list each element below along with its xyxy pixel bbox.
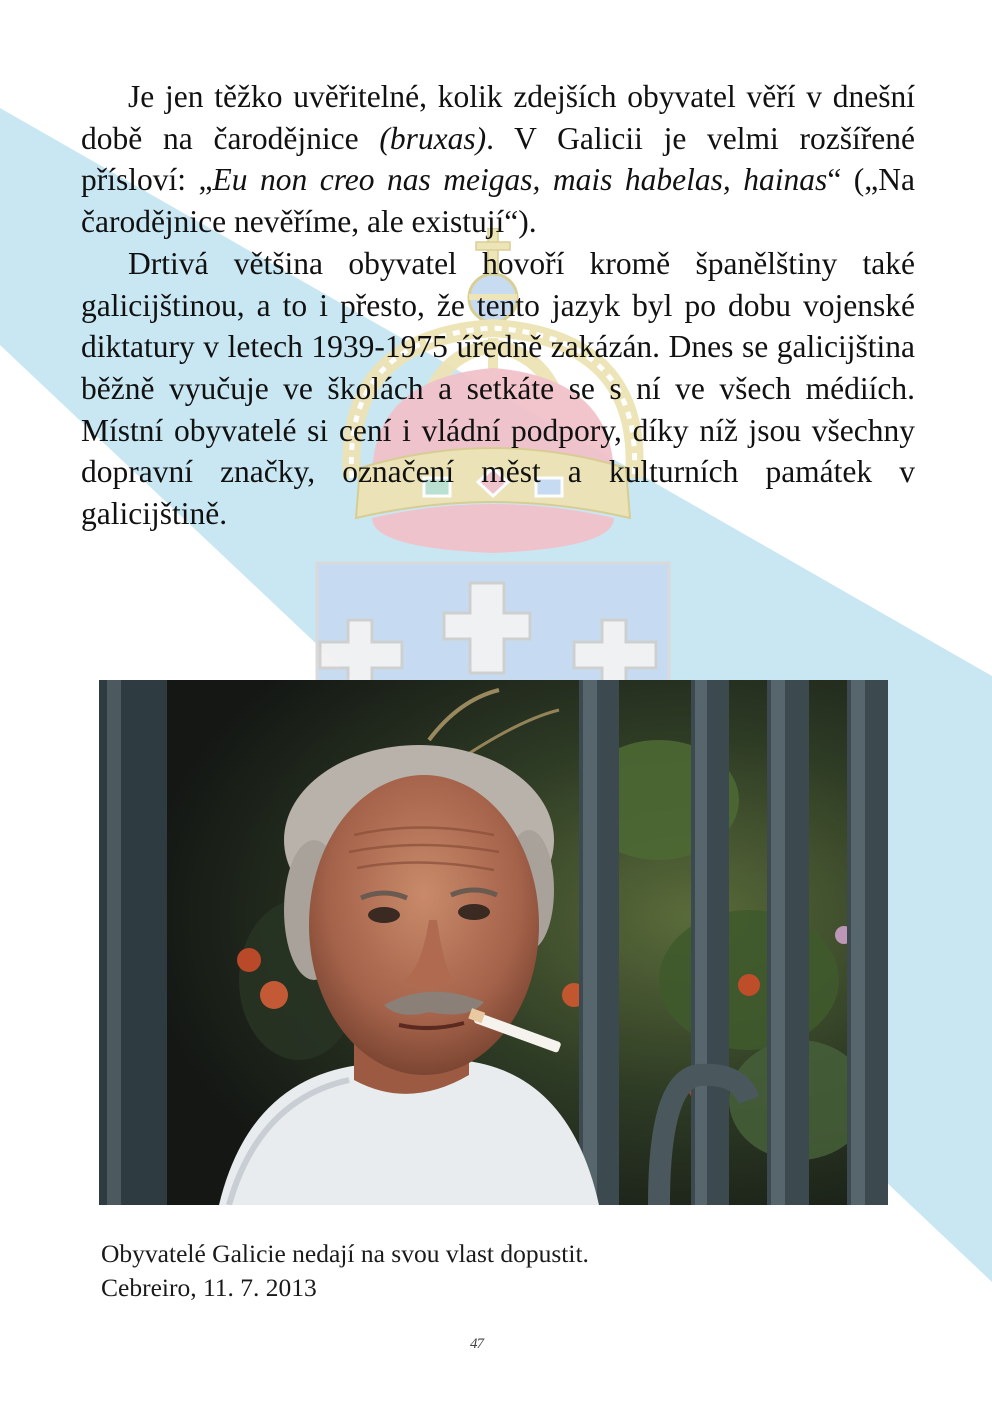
photo-man-smoking-behind-fence [99, 680, 888, 1205]
body-text [81, 76, 915, 535]
proverb-translation: “ („Na čarodějnice nevěříme, ale existují“). [81, 162, 915, 240]
page-number: 47 [470, 1336, 483, 1352]
caption-line-2: Cebreiro, 11. 7. 2013 [101, 1273, 317, 1302]
paragraph-1-text-2: . V Galicii je velmi rozšířené přísloví: „ [81, 120, 915, 198]
term-bruxas: (bruxas) [379, 120, 487, 156]
paragraph-1-text: Je jen těžko uvěřitelné, kolik zdejších obyvatel věří v dnešní době na čarodějnice [81, 79, 915, 156]
galician-proverb: Eu non creo nas meigas, mais habelas, hainas [212, 162, 828, 198]
photo-illustration [99, 680, 888, 1205]
paragraph-2-text: Drtivá většina obyvatel hovoří kromě španělštiny také galicijštinou, a to i přesto, že tento jazyk byl po dobu vojenské diktatury v letech 1939-1975 úředně zakázán. Dnes se galicijština běžně vyučuje ve školách a setkáte se s ní ve všech médiích. Místní obyvatelé si cení i vládní podpory, díky níž jsou všechny dopravní značky, označení měst a kulturních památek v galicijštině. [81, 245, 915, 532]
paragraph-2 [81, 243, 915, 535]
caption-line-1: Obyvatelé Galicie nedají na svou vlast dopustit. [101, 1239, 589, 1268]
paragraph-1 [81, 76, 915, 243]
photo-caption [101, 1237, 589, 1305]
